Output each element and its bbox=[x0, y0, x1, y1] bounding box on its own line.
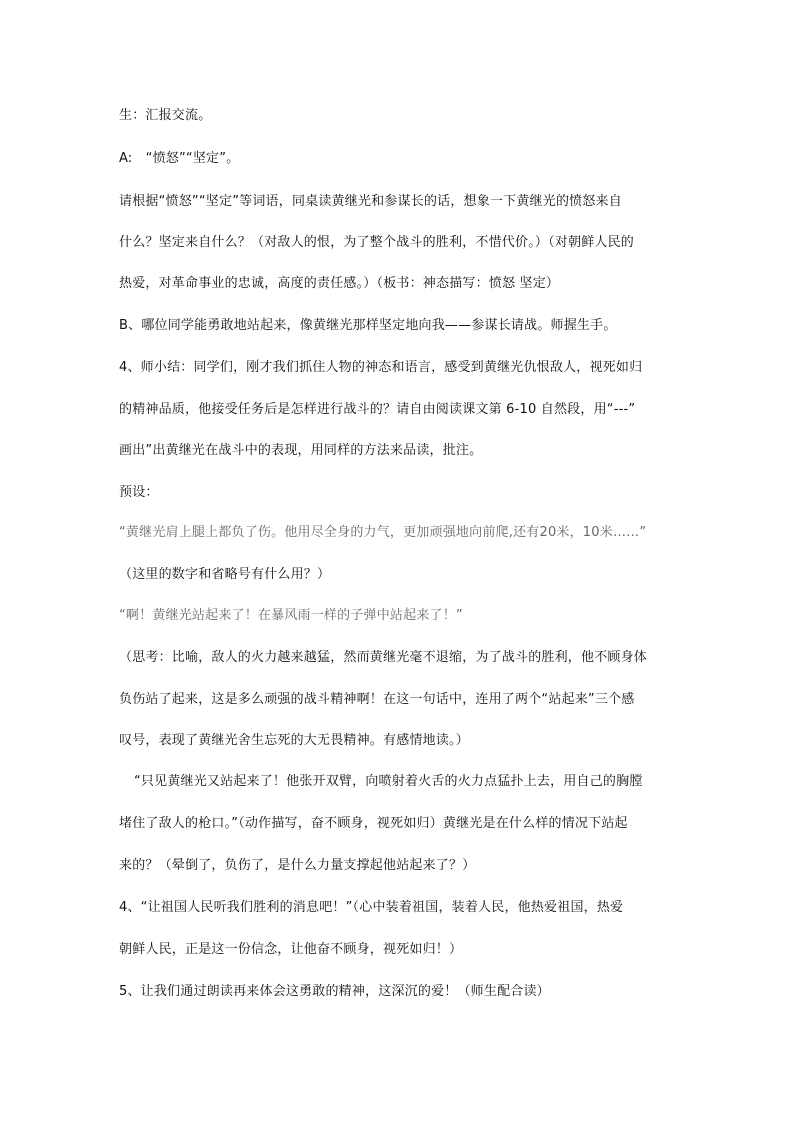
paragraph-line: 请根据“愤怒”“坚定”等词语，同桌读黄继光和参谋长的话，想象一下黄继光的愤怒来自 bbox=[119, 194, 622, 209]
paragraph-line: B、哪位同学能勇敢地站起来，像黄继光那样坚定地向我——参谋长请战。师握生手。 bbox=[119, 318, 617, 333]
paragraph-line: 叹号，表现了黄继光舍生忘死的大无畏精神。有感情地读。） bbox=[119, 733, 469, 748]
paragraph-line: 生：汇报交流。 bbox=[119, 108, 212, 123]
paragraph-line: 预设： bbox=[119, 485, 159, 500]
paragraph-line: 画出”出黄继光在战斗中的表现，用同样的方法来品读，批注。 bbox=[119, 443, 483, 458]
paragraph-line: 堵住了敌人的枪口。”（动作描写，奋不顾身，视死如归）黄继光是在什么样的情况下站起 bbox=[119, 816, 628, 831]
paragraph-line: 4、“让祖国人民听我们胜利的消息吧！”（心中装着祖国，装着人民，他热爱祖国，热爱 bbox=[119, 900, 624, 915]
paragraph-line: A: “愤怒”“坚定”。 bbox=[119, 151, 240, 166]
paragraph-line: “只见黄继光又站起来了！他张开双臂，向喷射着火舌的火力点猛扑上去，用自己的胸膛 bbox=[134, 774, 643, 789]
quote-line: “啊！黄继光站起来了！在暴风雨一样的子弹中站起来了！” bbox=[119, 608, 463, 623]
paragraph-line: 朝鲜人民，正是这一份信念，让他奋不顾身，视死如归！） bbox=[119, 942, 463, 957]
paragraph-line: 热爱，对革命事业的忠诚，高度的责任感。）（板书：神态描写：愤怒 坚定） bbox=[119, 276, 560, 291]
paragraph-line: 4、师小结：同学们，刚才我们抓住人物的神态和语言，感受到黄继光仇恨敌人，视死如归 bbox=[119, 360, 643, 375]
paragraph-line: 什么？坚定来自什么？（对敌人的恨，为了整个战斗的胜利，不惜代价。）（对朝鲜人民的 bbox=[119, 235, 635, 250]
paragraph-line: 的精神品质，他接受任务后是怎样进行战斗的？请自由阅读课文第 6-10 自然段，用“---” bbox=[119, 402, 636, 417]
paragraph-line: 5、让我们通过朗读再来体会这勇敢的精神，这深沉的爱！（师生配合读） bbox=[119, 984, 550, 999]
paragraph-line: （思考：比喻，敌人的火力越来越猛，然而黄继光毫不退缩，为了战斗的胜利，他不顾身体 bbox=[119, 650, 648, 665]
paragraph-line: 负伤站了起来，这是多么顽强的战斗精神啊！在这一句话中，连用了两个“站起来”三个感 bbox=[119, 692, 635, 707]
paragraph-line: 来的？（晕倒了，负伤了，是什么力量支撑起他站起来了？） bbox=[119, 858, 476, 873]
quote-line: “黄继光肩上腿上都负了伤。他用尽全身的力气，更加顽强地向前爬,还有20米，10米……” bbox=[119, 525, 647, 540]
paragraph-line: （这里的数字和省略号有什么用？） bbox=[119, 567, 331, 582]
